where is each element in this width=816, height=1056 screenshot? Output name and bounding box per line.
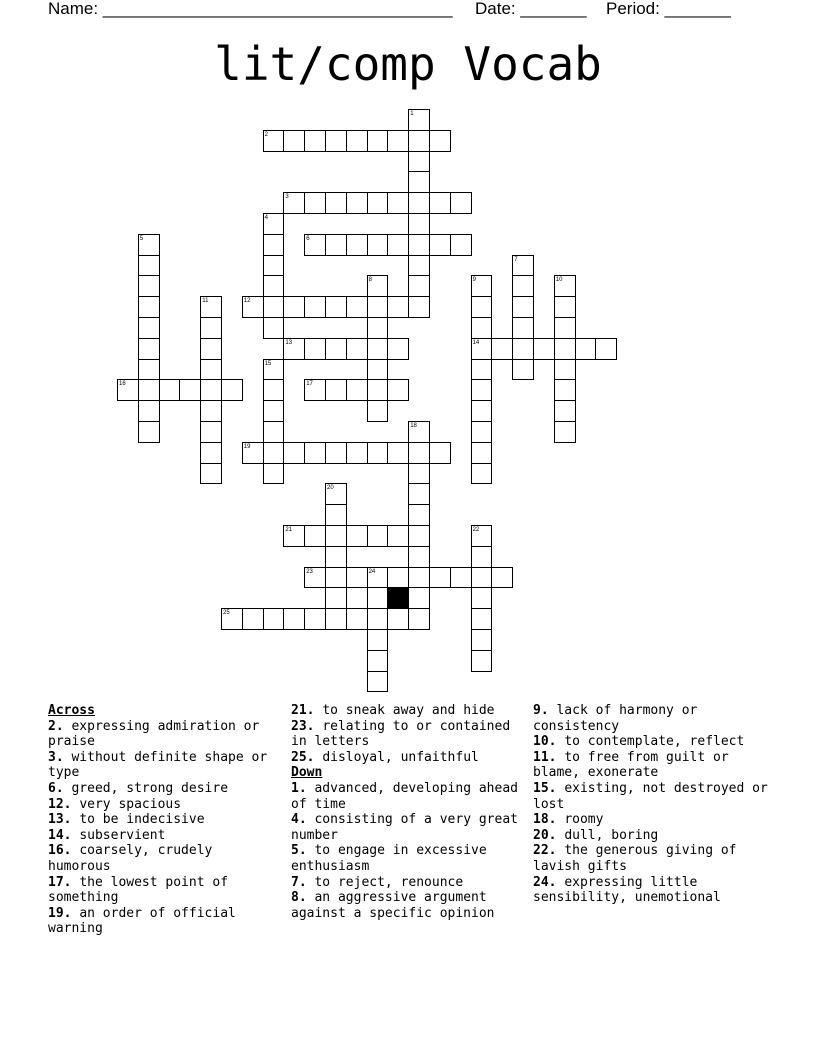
crossword-cell[interactable] bbox=[263, 442, 285, 464]
crossword-cell[interactable] bbox=[325, 130, 347, 152]
crossword-cell[interactable] bbox=[554, 421, 576, 443]
clue-text: expressing admiration or praise bbox=[48, 718, 260, 750]
crossword-cell[interactable] bbox=[387, 338, 409, 360]
crossword-cell[interactable] bbox=[263, 234, 285, 256]
crossword-cell[interactable] bbox=[450, 567, 472, 589]
clue-text: the lowest point of something bbox=[48, 874, 229, 906]
clue-number: 25. bbox=[291, 749, 315, 765]
crossword-cell[interactable] bbox=[387, 608, 409, 630]
crossword-cell[interactable] bbox=[263, 608, 285, 630]
clue-text: advanced, developing ahead of time bbox=[291, 780, 518, 812]
clue-number: 22. bbox=[533, 843, 557, 859]
clue-number: 21. bbox=[291, 703, 315, 718]
name-field-label[interactable]: Name: _____________________________________ bbox=[48, 0, 453, 18]
crossword-cell[interactable] bbox=[304, 296, 326, 318]
crossword-cell[interactable] bbox=[471, 587, 493, 609]
clue-text: very spacious bbox=[79, 796, 182, 812]
clue-text: to contemplate, reflect bbox=[564, 734, 745, 750]
clue-section-heading: Down bbox=[291, 765, 323, 781]
crossword-cell[interactable] bbox=[512, 317, 534, 339]
clue-item bbox=[291, 843, 521, 874]
clue-number-label: 1 bbox=[410, 111, 414, 117]
clue-item bbox=[533, 828, 773, 844]
crossword-cell[interactable] bbox=[387, 130, 409, 152]
crossword-cell[interactable] bbox=[408, 171, 430, 193]
clue-item bbox=[533, 734, 773, 750]
clue-text: to free from guilt or blame, exonerate bbox=[533, 749, 729, 781]
clue-item bbox=[291, 812, 521, 843]
clue-number: 4. bbox=[291, 812, 307, 828]
clue-number-label: 3 bbox=[285, 194, 289, 201]
crossword-cell[interactable] bbox=[408, 463, 430, 485]
clue-item bbox=[533, 750, 773, 781]
clue-item bbox=[291, 875, 521, 891]
crossword-cell[interactable] bbox=[367, 525, 389, 547]
clue-number-label: 9 bbox=[472, 277, 476, 284]
crossword-cell[interactable] bbox=[263, 255, 285, 277]
crossword-cell[interactable] bbox=[450, 234, 472, 256]
clue-number: 16. bbox=[48, 843, 72, 859]
clue-item bbox=[533, 812, 773, 828]
crossword-cell[interactable] bbox=[408, 587, 430, 609]
crossword-cell[interactable] bbox=[346, 130, 368, 152]
crossword-cell[interactable] bbox=[325, 608, 347, 630]
crossword-cell[interactable] bbox=[408, 130, 430, 152]
clue-text: an order of official warning bbox=[48, 905, 236, 937]
crossword-cell[interactable] bbox=[408, 567, 430, 589]
crossword-cell[interactable] bbox=[387, 192, 409, 214]
crossword-cell[interactable] bbox=[138, 317, 160, 339]
crossword-cell[interactable] bbox=[533, 338, 555, 360]
crossword-cell[interactable] bbox=[408, 483, 430, 505]
crossword-cell[interactable] bbox=[283, 130, 305, 152]
clue-number: 24. bbox=[533, 874, 557, 890]
clue-text: roomy bbox=[564, 812, 604, 828]
crossword-cell[interactable] bbox=[304, 608, 326, 630]
clues-column-1 bbox=[48, 703, 278, 937]
crossword-cell[interactable] bbox=[471, 379, 493, 401]
crossword-cell[interactable] bbox=[408, 234, 430, 256]
crossword-cell[interactable] bbox=[367, 400, 389, 422]
crossword-cell[interactable] bbox=[387, 234, 409, 256]
crossword-cell[interactable] bbox=[138, 421, 160, 443]
crossword-cell[interactable] bbox=[263, 421, 285, 443]
crossword-cell[interactable] bbox=[304, 525, 326, 547]
clue-number-label: 11 bbox=[202, 298, 209, 305]
clue-item bbox=[533, 843, 773, 874]
clue-number-label: 25 bbox=[223, 610, 230, 617]
crossword-cell[interactable] bbox=[367, 442, 389, 464]
clue-number-label: 10 bbox=[555, 277, 563, 284]
crossword-cell[interactable] bbox=[200, 317, 222, 339]
crossword-cell[interactable] bbox=[263, 296, 285, 318]
crossword-cell[interactable] bbox=[408, 525, 430, 547]
crossword-cell[interactable] bbox=[554, 379, 576, 401]
clue-item bbox=[291, 719, 521, 750]
clue-item bbox=[533, 781, 773, 812]
crossword-cell[interactable] bbox=[408, 608, 430, 630]
clue-item bbox=[48, 828, 278, 844]
crossword-cell[interactable] bbox=[512, 296, 534, 318]
crossword-cell[interactable] bbox=[325, 234, 347, 256]
crossword-cell[interactable] bbox=[325, 525, 347, 547]
crossword-cell[interactable] bbox=[408, 442, 430, 464]
clue-text: an aggressive argument against a specific opinion bbox=[291, 890, 495, 921]
crossword-cell[interactable] bbox=[346, 192, 368, 214]
clue-text: the generous giving of lavish gifts bbox=[533, 843, 737, 874]
crossword-cell[interactable] bbox=[429, 130, 451, 152]
clue-number-label: 19 bbox=[243, 443, 251, 450]
crossword-cell[interactable] bbox=[283, 442, 305, 464]
crossword-cell[interactable] bbox=[200, 421, 222, 443]
crossword-cell[interactable] bbox=[138, 275, 160, 297]
clue-text: to sneak away and hide bbox=[322, 703, 495, 718]
crossword-cell[interactable] bbox=[138, 379, 160, 401]
crossword-cell[interactable] bbox=[179, 379, 201, 401]
crossword-cell[interactable] bbox=[408, 151, 430, 173]
crossword-cell[interactable] bbox=[325, 338, 347, 360]
clue-number-label: 12 bbox=[243, 298, 251, 305]
crossword-cell[interactable] bbox=[512, 359, 534, 381]
crossword-cell[interactable] bbox=[367, 234, 389, 256]
crossword-cell[interactable] bbox=[471, 317, 493, 339]
crossword-black-cell bbox=[387, 587, 409, 609]
crossword-cell[interactable] bbox=[200, 463, 222, 485]
clue-number: 23. bbox=[291, 718, 315, 734]
clue-number-label: 7 bbox=[514, 256, 518, 263]
crossword-cell[interactable] bbox=[429, 442, 451, 464]
clue-number: 18. bbox=[533, 812, 557, 828]
clue-text: coarsely, crudely humorous bbox=[48, 843, 213, 874]
crossword-cell[interactable] bbox=[491, 567, 513, 589]
crossword-cell[interactable] bbox=[346, 296, 368, 318]
period-field-label[interactable]: Period: _______ bbox=[606, 0, 731, 18]
crossword-cell[interactable] bbox=[471, 546, 493, 568]
crossword-cell[interactable] bbox=[408, 275, 430, 297]
crossword-cell[interactable] bbox=[263, 400, 285, 422]
clue-number: 19. bbox=[48, 905, 72, 921]
crossword-cell[interactable] bbox=[408, 546, 430, 568]
crossword-cell[interactable] bbox=[471, 421, 493, 443]
crossword-cell[interactable] bbox=[387, 296, 409, 318]
clue-number-label: 20 bbox=[327, 485, 334, 492]
clue-item bbox=[291, 890, 521, 921]
clue-item bbox=[48, 875, 278, 906]
crossword-cell[interactable] bbox=[346, 234, 368, 256]
crossword-cell[interactable] bbox=[138, 400, 160, 422]
clue-section-heading: Across bbox=[48, 703, 95, 718]
crossword-cell[interactable] bbox=[575, 338, 597, 360]
crossword-cell[interactable] bbox=[408, 296, 430, 318]
crossword-cell[interactable] bbox=[263, 379, 285, 401]
crossword-cell[interactable] bbox=[471, 296, 493, 318]
crossword-cell[interactable] bbox=[367, 317, 389, 339]
clue-text: to engage in excessive enthusiasm bbox=[291, 843, 487, 874]
crossword-cell[interactable] bbox=[491, 338, 513, 360]
crossword-cell[interactable] bbox=[159, 379, 181, 401]
crossword-cell[interactable] bbox=[138, 296, 160, 318]
crossword-cell[interactable] bbox=[200, 359, 222, 381]
clue-number-label: 21 bbox=[285, 527, 293, 533]
crossword-cell[interactable] bbox=[346, 525, 368, 547]
clues-column-3 bbox=[533, 703, 773, 906]
crossword-cell[interactable] bbox=[595, 338, 617, 360]
crossword-cell[interactable] bbox=[387, 525, 409, 547]
clue-number: 5. bbox=[291, 843, 307, 859]
clue-text: lack of harmony or consistency bbox=[533, 703, 698, 734]
clue-text: relating to or contained in letters bbox=[291, 718, 511, 750]
clue-number-label: 6 bbox=[306, 235, 310, 242]
crossword-cell[interactable] bbox=[408, 213, 430, 235]
crossword-cell[interactable] bbox=[387, 379, 409, 401]
clue-number: 9. bbox=[533, 703, 549, 718]
clue-number-label: 14 bbox=[472, 339, 480, 346]
clue-item bbox=[533, 875, 773, 906]
clue-number-label: 23 bbox=[306, 568, 313, 575]
crossword-cell[interactable] bbox=[471, 359, 493, 381]
clue-number-label: 2 bbox=[264, 131, 268, 138]
crossword-cell[interactable] bbox=[408, 255, 430, 277]
crossword-cell[interactable] bbox=[471, 650, 493, 672]
clue-number-label: 17 bbox=[306, 381, 313, 388]
crossword-cell[interactable] bbox=[367, 608, 389, 630]
crossword-cell[interactable] bbox=[450, 192, 472, 214]
crossword-cell[interactable] bbox=[471, 608, 493, 630]
crossword-cell[interactable] bbox=[304, 192, 326, 214]
clue-text: expressing little sensibility, unemotional bbox=[533, 874, 721, 906]
crossword-cell[interactable] bbox=[325, 379, 347, 401]
crossword-cell[interactable] bbox=[367, 650, 389, 672]
clue-number-label: 15 bbox=[264, 360, 272, 367]
clue-item bbox=[48, 750, 278, 781]
clue-number-label: 24 bbox=[368, 568, 376, 575]
clue-item bbox=[533, 703, 773, 734]
crossword-cell[interactable] bbox=[200, 442, 222, 464]
crossword-cell[interactable] bbox=[471, 400, 493, 422]
crossword-cell[interactable] bbox=[367, 192, 389, 214]
crossword-cell[interactable] bbox=[512, 275, 534, 297]
crossword-cell[interactable] bbox=[304, 130, 326, 152]
clue-number: 20. bbox=[533, 827, 557, 843]
crossword-cell[interactable] bbox=[471, 567, 493, 589]
clue-text: consisting of a very great number bbox=[291, 812, 518, 843]
clue-item bbox=[48, 781, 278, 797]
crossword-cell[interactable] bbox=[304, 442, 326, 464]
crossword-cell[interactable] bbox=[512, 338, 534, 360]
clue-number: 17. bbox=[48, 874, 72, 890]
clue-number: 10. bbox=[533, 734, 557, 750]
crossword-cell[interactable] bbox=[471, 463, 493, 485]
crossword-cell[interactable] bbox=[242, 608, 264, 630]
crossword-cell[interactable] bbox=[346, 379, 368, 401]
clue-number: 6. bbox=[48, 780, 64, 796]
crossword-cell[interactable] bbox=[367, 671, 389, 693]
crossword-cell[interactable] bbox=[346, 608, 368, 630]
crossword-cell[interactable] bbox=[367, 629, 389, 651]
clue-number: 2. bbox=[48, 718, 64, 734]
date-field-label[interactable]: Date: _______ bbox=[475, 0, 587, 18]
clue-number: 1. bbox=[291, 780, 307, 796]
crossword-cell[interactable] bbox=[325, 504, 347, 526]
clues-column-2 bbox=[291, 703, 521, 921]
crossword-cell[interactable] bbox=[325, 442, 347, 464]
crossword-cell[interactable] bbox=[367, 130, 389, 152]
clue-item bbox=[48, 797, 278, 813]
crossword-cell[interactable] bbox=[304, 338, 326, 360]
clue-item bbox=[291, 781, 521, 812]
crossword-cell[interactable] bbox=[367, 338, 389, 360]
clue-text: greed, strong desire bbox=[71, 780, 229, 796]
clue-number-label: 22 bbox=[472, 527, 480, 533]
crossword-cell[interactable] bbox=[387, 567, 409, 589]
clue-item bbox=[291, 750, 521, 766]
clue-number: 11. bbox=[533, 749, 557, 765]
clue-number: 12. bbox=[48, 796, 72, 812]
crossword-cell[interactable] bbox=[263, 275, 285, 297]
crossword-cell[interactable] bbox=[471, 629, 493, 651]
crossword-cell[interactable] bbox=[221, 379, 243, 401]
crossword-cell[interactable] bbox=[554, 338, 576, 360]
crossword-cell[interactable] bbox=[554, 359, 576, 381]
crossword-cell[interactable] bbox=[367, 296, 389, 318]
crossword-cell[interactable] bbox=[325, 587, 347, 609]
crossword-cell[interactable] bbox=[138, 359, 160, 381]
clue-item bbox=[48, 812, 278, 828]
clue-text: disloyal, unfaithful bbox=[322, 749, 479, 765]
crossword-cell[interactable] bbox=[554, 317, 576, 339]
clue-text: without definite shape or type bbox=[48, 749, 268, 781]
crossword-cell[interactable] bbox=[346, 442, 368, 464]
clue-number-label: 5 bbox=[139, 235, 144, 242]
clue-number-label: 4 bbox=[264, 215, 268, 221]
crossword-cell[interactable] bbox=[408, 504, 430, 526]
crossword-cell[interactable] bbox=[263, 463, 285, 485]
crossword-cell[interactable] bbox=[367, 379, 389, 401]
puzzle-title: lit/comp Vocab bbox=[214, 37, 602, 91]
clue-item bbox=[48, 906, 278, 937]
crossword-cell[interactable] bbox=[429, 192, 451, 214]
crossword-cell[interactable] bbox=[325, 192, 347, 214]
clue-item bbox=[48, 843, 278, 874]
crossword-cell[interactable] bbox=[200, 338, 222, 360]
clue-text: existing, not destroyed or lost bbox=[533, 780, 768, 812]
crossword-cell[interactable] bbox=[471, 442, 493, 464]
crossword-cell[interactable] bbox=[283, 296, 305, 318]
crossword-cell[interactable] bbox=[387, 442, 409, 464]
clue-text: to reject, renounce bbox=[314, 874, 464, 890]
clue-number: 14. bbox=[48, 827, 72, 843]
clue-number: 8. bbox=[291, 890, 307, 906]
crossword-cell[interactable] bbox=[367, 359, 389, 381]
clue-number: 13. bbox=[48, 812, 72, 828]
crossword-cell[interactable] bbox=[138, 338, 160, 360]
crossword-cell[interactable] bbox=[367, 587, 389, 609]
crossword-cell[interactable] bbox=[429, 234, 451, 256]
clue-number-label: 13 bbox=[285, 339, 293, 346]
crossword-cell[interactable] bbox=[263, 317, 285, 339]
clue-number-label: 8 bbox=[368, 277, 372, 284]
crossword-cell[interactable] bbox=[200, 400, 222, 422]
crossword-cell[interactable] bbox=[346, 567, 368, 589]
clue-number-label: 18 bbox=[410, 423, 417, 429]
clue-text: dull, boring bbox=[564, 827, 659, 843]
clue-item bbox=[291, 703, 521, 719]
clue-number: 7. bbox=[291, 874, 307, 890]
clue-number: 3. bbox=[48, 749, 64, 765]
crossword-cell[interactable] bbox=[554, 400, 576, 422]
clue-number: 15. bbox=[533, 780, 557, 796]
clue-item bbox=[48, 719, 278, 750]
crossword-cell[interactable] bbox=[138, 255, 160, 277]
crossword-cell[interactable] bbox=[200, 379, 222, 401]
clue-text: to be indecisive bbox=[79, 812, 205, 828]
crossword-cell[interactable] bbox=[283, 608, 305, 630]
crossword-cell[interactable] bbox=[554, 296, 576, 318]
crossword-cell[interactable] bbox=[325, 567, 347, 589]
crossword-cell[interactable] bbox=[325, 296, 347, 318]
crossword-cell[interactable] bbox=[346, 338, 368, 360]
crossword-cell[interactable] bbox=[429, 567, 451, 589]
clue-number-label: 16 bbox=[119, 381, 126, 388]
clue-text: subservient bbox=[79, 827, 166, 843]
crossword-cell[interactable] bbox=[325, 546, 347, 568]
crossword-cell[interactable] bbox=[408, 192, 430, 214]
